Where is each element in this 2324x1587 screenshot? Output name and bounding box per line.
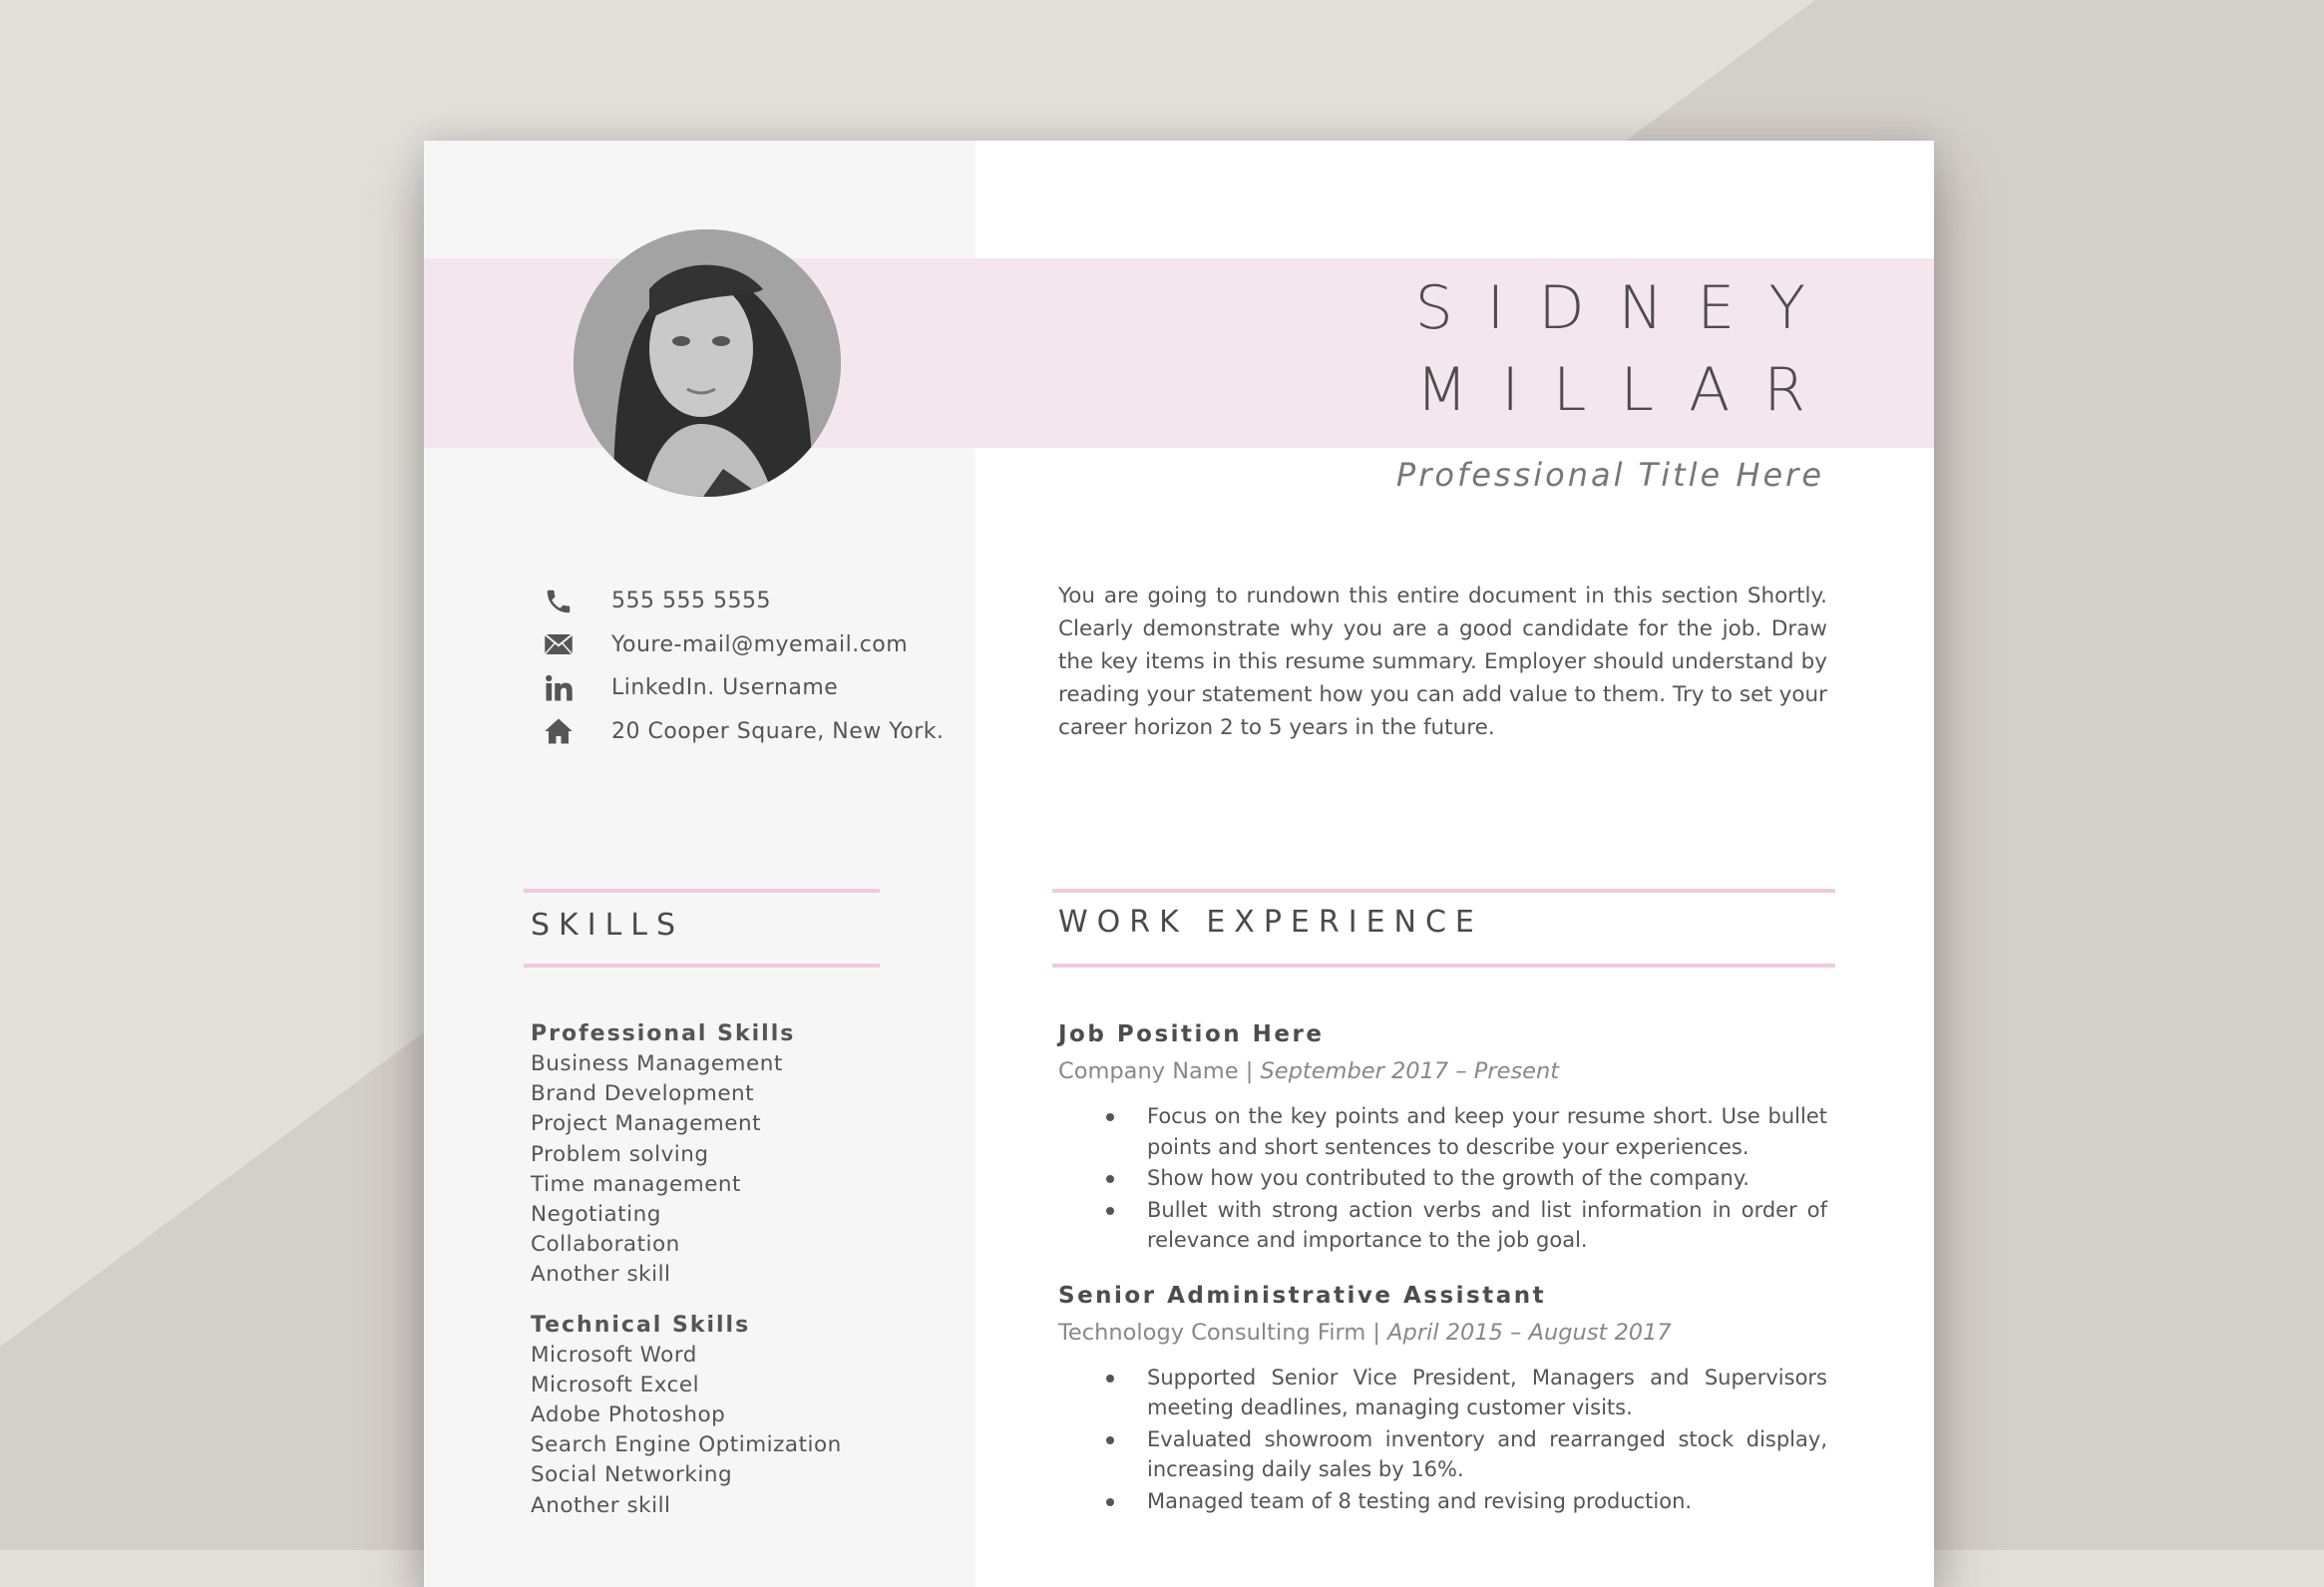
skills-rule-bottom bbox=[524, 964, 880, 968]
professional-skills-heading: Professional Skills bbox=[531, 1021, 796, 1046]
job-bullet: Evaluated showroom inventory and rearranged stock display, increasing daily sales by 16%. bbox=[1058, 1424, 1827, 1485]
contact-phone bbox=[544, 580, 944, 623]
linkedin-icon bbox=[544, 673, 583, 703]
skill-item: Search Engine Optimization bbox=[531, 1432, 842, 1458]
email-text: Youre-mail@myemail.com bbox=[611, 631, 909, 657]
skill-item: Microsoft Word bbox=[531, 1342, 697, 1368]
company-name: Company Name bbox=[1058, 1058, 1239, 1084]
work-rule-top bbox=[1052, 889, 1835, 893]
skill-item: Time management bbox=[531, 1171, 741, 1197]
job-dates: September 2017 – Present bbox=[1260, 1058, 1560, 1084]
professional-title: Professional Title Here bbox=[1395, 456, 1824, 494]
skills-heading: SKILLS bbox=[531, 908, 685, 943]
linkedin-text: LinkedIn. Username bbox=[611, 675, 839, 701]
meta-separator: | bbox=[1238, 1058, 1261, 1084]
skill-item: Another skill bbox=[531, 1262, 671, 1288]
profile-photo bbox=[574, 229, 841, 497]
skills-list bbox=[531, 1019, 930, 1521]
first-name: SIDNEY bbox=[1414, 273, 1839, 343]
resume-page bbox=[424, 141, 1934, 1587]
meta-separator: | bbox=[1365, 1319, 1388, 1346]
skill-item: Microsoft Excel bbox=[531, 1372, 700, 1397]
skill-item: Another skill bbox=[531, 1492, 671, 1518]
contact-address bbox=[544, 710, 944, 754]
summary-text: You are going to rundown this entire document in this section Shortly. Clearly demonstrate why you are a good candidate for the job. Draw the key items in this resume summary. Employer should understand by reading your statement how you can add value to them. Try to set your career horizon 2 to 5 years in the future. bbox=[1058, 584, 1827, 740]
job-bullet: Supported Senior Vice President, Managers and Supervisors meeting deadlines, managing customer visits. bbox=[1058, 1363, 1827, 1423]
skill-item: Business Management bbox=[531, 1051, 783, 1076]
job-meta bbox=[1058, 1313, 1827, 1353]
skill-item: Social Networking bbox=[531, 1462, 733, 1488]
phone-text: 555 555 5555 bbox=[611, 589, 771, 614]
contact-list bbox=[544, 580, 944, 753]
job-title: Senior Administrative Assistant bbox=[1058, 1282, 1547, 1309]
job-bullets bbox=[1058, 1101, 1827, 1256]
contact-linkedin bbox=[544, 666, 944, 710]
job-bullet: Show how you contributed to the growth of the company. bbox=[1058, 1163, 1827, 1194]
job-dates: April 2015 – August 2017 bbox=[1387, 1319, 1672, 1346]
skill-item: Problem solving bbox=[531, 1141, 709, 1167]
phone-icon bbox=[544, 587, 583, 616]
mail-icon bbox=[544, 629, 583, 659]
work-rule-bottom bbox=[1052, 964, 1835, 968]
work-experience-list bbox=[1058, 1017, 1827, 1517]
company-name: Technology Consulting Firm bbox=[1058, 1319, 1366, 1346]
home-icon bbox=[544, 716, 583, 746]
skill-item: Adobe Photoshop bbox=[531, 1402, 726, 1428]
last-name: MILLAR bbox=[1415, 355, 1839, 425]
technical-skills-heading: Technical Skills bbox=[531, 1312, 751, 1338]
job-bullets bbox=[1058, 1363, 1827, 1517]
skills-rule-top bbox=[524, 889, 880, 893]
job-bullet: Bullet with strong action verbs and list information in order of relevance and importance to the job goal. bbox=[1058, 1195, 1827, 1256]
work-heading: WORK EXPERIENCE bbox=[1058, 905, 1483, 940]
job-title: Job Position Here bbox=[1058, 1021, 1325, 1047]
skill-item: Project Management bbox=[531, 1111, 762, 1137]
skill-item: Brand Development bbox=[531, 1081, 755, 1107]
skill-item: Collaboration bbox=[531, 1232, 680, 1258]
job-bullet: Managed team of 8 testing and revising production. bbox=[1058, 1486, 1827, 1517]
job-meta bbox=[1058, 1051, 1827, 1091]
professional-skills bbox=[531, 1049, 930, 1291]
job-entry bbox=[1058, 1279, 1827, 1517]
job-entry bbox=[1058, 1017, 1827, 1256]
skill-item: Negotiating bbox=[531, 1202, 661, 1228]
address-text: 20 Cooper Square, New York. bbox=[611, 718, 945, 744]
contact-email bbox=[544, 623, 944, 667]
technical-skills bbox=[531, 1341, 930, 1521]
job-bullet: Focus on the key points and keep your resume short. Use bullet points and short sentences to describe your experiences. bbox=[1058, 1101, 1827, 1162]
